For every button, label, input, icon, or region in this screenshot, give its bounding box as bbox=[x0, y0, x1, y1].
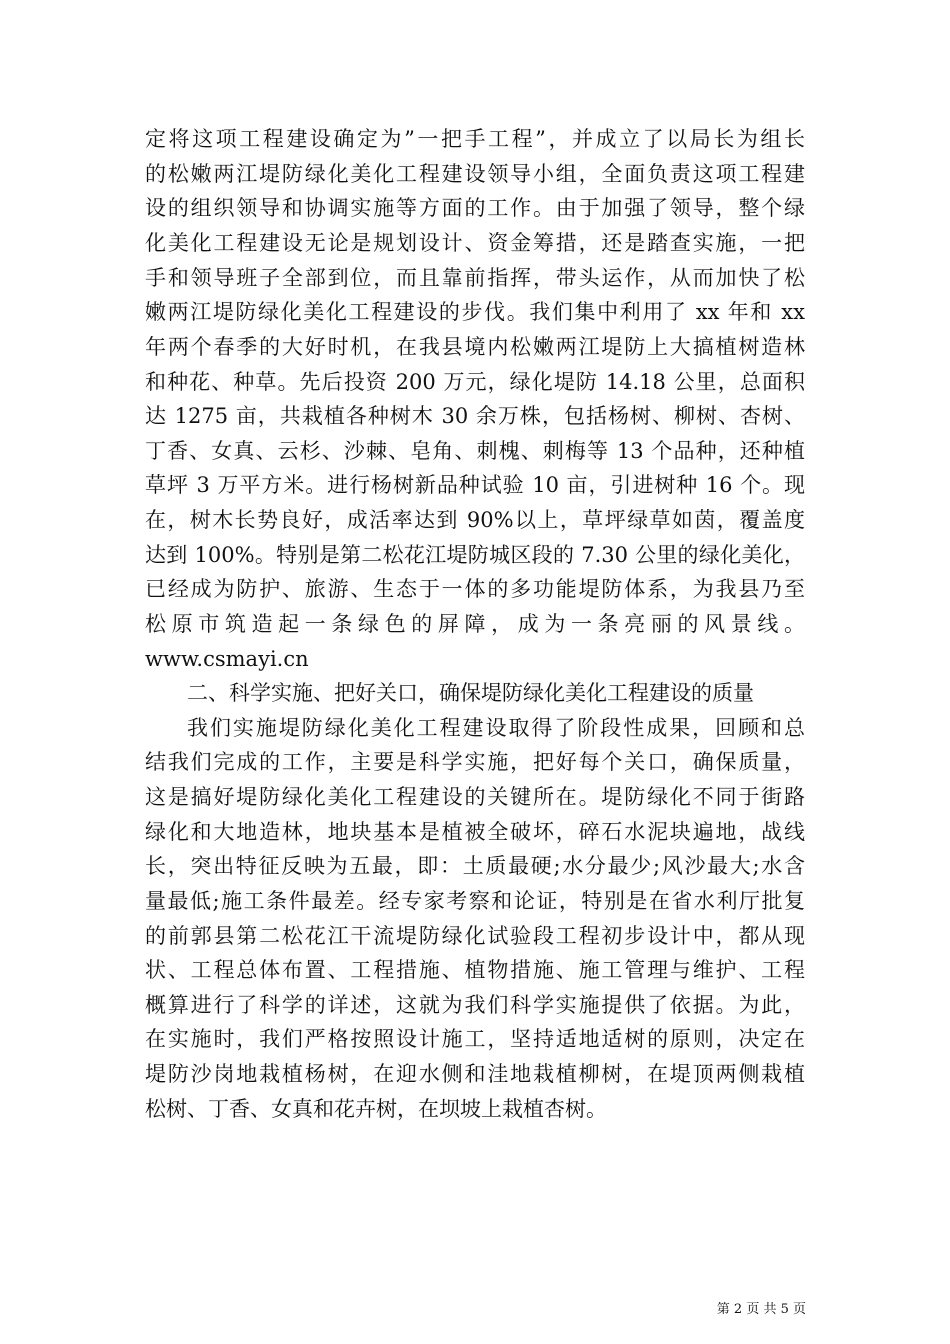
paragraph-line: 草坪 3 万平方米。进行杨树新品种试验 10 亩，引进树种 16 个。现 bbox=[145, 473, 805, 497]
paragraph-line: 堤防沙岗地栽植杨树，在迎水侧和洼地栽植柳树，在堤顶两侧栽植 bbox=[145, 1062, 805, 1086]
paragraph-line: 绿化和大地造林，地块基本是植被全破坏，碎石水泥块遍地，战线 bbox=[145, 820, 805, 844]
paragraph-line: 已经成为防护、旅游、生态于一体的多功能堤防体系，为我县乃至 bbox=[145, 577, 805, 601]
paragraph-line: 嫩两江堤防绿化美化工程建设的步伐。我们集中利用了 xx 年和 xx bbox=[145, 300, 805, 324]
paragraph-line: 化美化工程建设无论是规划设计、资金筹措，还是踏查实施，一把 bbox=[145, 231, 805, 255]
paragraph-line: 松原市筑造起一条绿色的屏障，成为一条亮丽的风景线。 bbox=[145, 612, 805, 636]
paragraph-line: 手和领导班子全部到位，而且靠前指挥，带头运作，从而加快了松 bbox=[145, 266, 805, 290]
paragraph-line: 达 1275 亩，共栽植各种树木 30 余万株，包括杨树、柳树、杏树、 bbox=[145, 404, 805, 428]
paragraph-line: 状、工程总体布置、工程措施、植物措施、施工管理与维护、工程 bbox=[145, 958, 805, 982]
paragraph-line: 年两个春季的大好时机，在我县境内松嫩两江堤防上大搞植树造林 bbox=[145, 335, 805, 359]
paragraph-line: 松树、丁香、女真和花卉树，在坝坡上栽植杏树。 bbox=[145, 1097, 607, 1121]
paragraph-line: 结我们完成的工作，主要是科学实施，把好每个关口，确保质量， bbox=[145, 750, 805, 774]
paragraph-line: 我们实施堤防绿化美化工程建设取得了阶段性成果，回顾和总 bbox=[187, 716, 805, 740]
paragraph-line: 设的组织领导和协调实施等方面的工作。由于加强了领导，整个绿 bbox=[145, 196, 805, 220]
paragraph-line: 达到 100%。特别是第二松花江堤防城区段的 7.30 公里的绿化美化， bbox=[145, 543, 805, 567]
paragraph-line: 概算进行了科学的详述，这就为我们科学实施提供了依据。为此， bbox=[145, 993, 805, 1017]
paragraph-line: 的松嫩两江堤防绿化美化工程建设领导小组，全面负责这项工程建 bbox=[145, 162, 805, 186]
page-number-footer: 第 2 页 共 5 页 bbox=[716, 1302, 806, 1317]
paragraph-line: 定将这项工程建设确定为”一把手工程”，并成立了以局长为组长 bbox=[145, 127, 805, 151]
paragraph-line: 长，突出特征反映为五最，即：土质最硬;水分最少;风沙最大;水含 bbox=[145, 854, 805, 878]
paragraph-line: 在，树木长势良好，成活率达到 90%以上，草坪绿草如茵，覆盖度 bbox=[145, 508, 805, 532]
paragraph-line: 和种花、种草。先后投资 200 万元，绿化堤防 14.18 公里，总面积 bbox=[145, 370, 805, 394]
paragraph-line: 量最低;施工条件最差。经专家考察和论证，特别是在省水利厅批复 bbox=[145, 889, 805, 913]
paragraph-line: 这是搞好堤防绿化美化工程建设的关键所在。堤防绿化不同于街路 bbox=[145, 785, 805, 809]
section-heading: 二、科学实施、把好关口，确保堤防绿化美化工程建设的质量 bbox=[187, 681, 754, 705]
paragraph-line: 的前郭县第二松花江干流堤防绿化试验段工程初步设计中，都从现 bbox=[145, 924, 805, 948]
website-link-text: www.csmayi.cn bbox=[145, 647, 309, 671]
paragraph-line: 丁香、女真、云杉、沙棘、皂角、刺槐、刺梅等 13 个品种，还种植 bbox=[145, 439, 805, 463]
paragraph-line: 在实施时，我们严格按照设计施工，坚持适地适树的原则，决定在 bbox=[145, 1027, 805, 1051]
